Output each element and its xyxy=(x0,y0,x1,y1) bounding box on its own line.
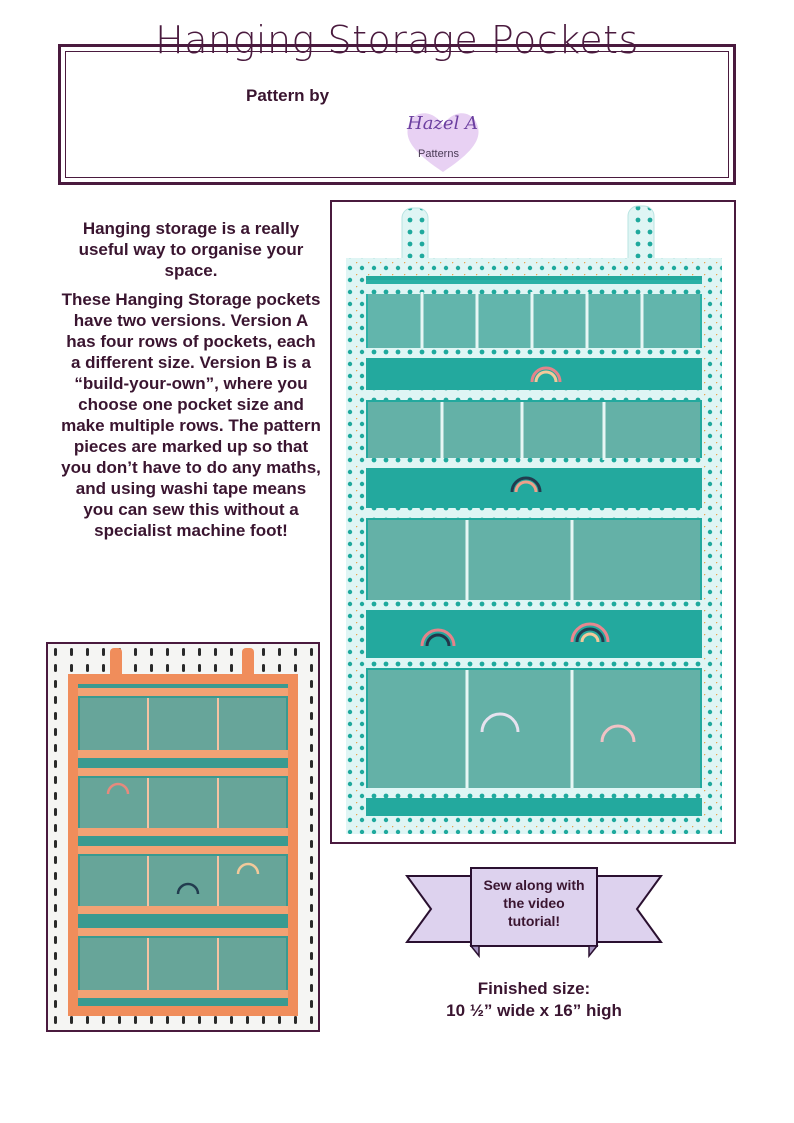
title-box xyxy=(58,44,736,185)
teal-organizer-photo xyxy=(330,200,736,844)
page-title: Hanging Storage Pockets xyxy=(155,18,639,62)
finished-size-label: Finished size: xyxy=(477,979,591,998)
description xyxy=(60,218,322,549)
orange-organizer-illustration xyxy=(48,644,318,1030)
logo-name: Hazel A xyxy=(407,113,479,134)
orange-organizer-photo xyxy=(46,642,320,1032)
finished-size-value: 10 ½” wide x 16” high xyxy=(446,1001,622,1020)
description-paragraph-1: Hanging storage is a really useful way to organise your space. xyxy=(78,219,304,280)
logo-subtitle: Patterns xyxy=(418,148,459,160)
teal-organizer-illustration xyxy=(332,202,734,842)
video-tutorial-banner-text: Sew along with the video tutorial! xyxy=(483,877,585,929)
title-box-inner-border xyxy=(65,51,729,178)
description-paragraph-2: These Hanging Storage pockets have two versions. Version A has four rows of pockets, each a different size. Version B is a “build-your-own”, where you choose one pocket size and make multiple rows. The pattern pieces are marked up so that you don’t have to do any maths, and using washi tape means you can sew this without a specialist machine foot! xyxy=(61,290,321,540)
finished-size xyxy=(404,978,664,1022)
pattern-byline: Pattern by xyxy=(246,86,330,105)
